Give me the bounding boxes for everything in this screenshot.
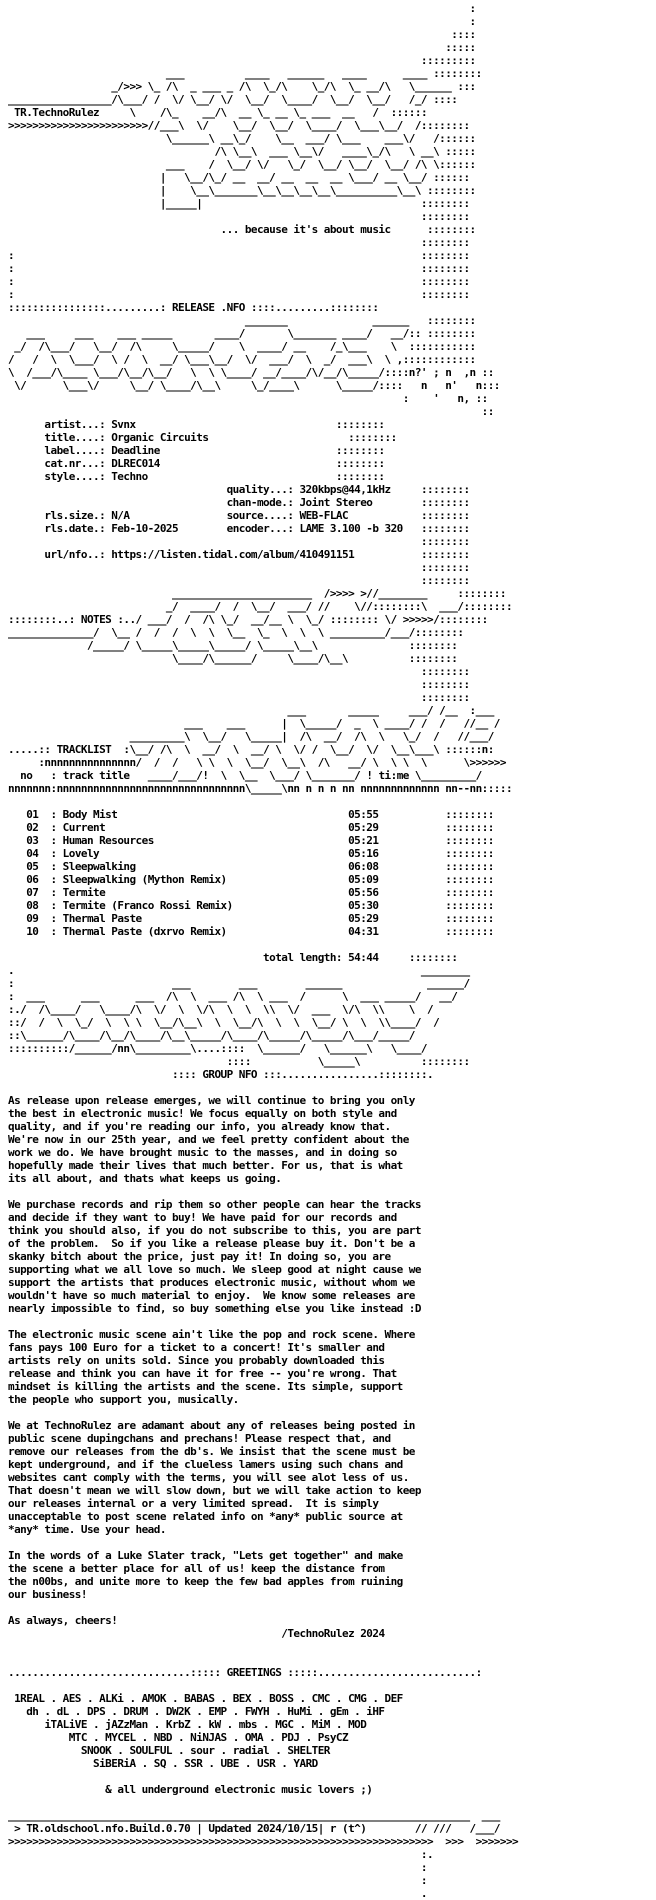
release-chanmode: Joint Stereo [299,496,373,509]
track-no: 10 [26,925,39,938]
release-artist: Svnx [111,418,136,431]
footer-updated: Updated 2024/10/15 [208,1822,318,1835]
release-date: Feb-10-2025 [111,522,179,535]
greetings-closing: & all underground electronic music lovers ;) [105,1783,373,1796]
release-style: Techno [111,470,148,483]
track-title: Human Resources [62,834,154,847]
group-nfo-paragraph: We purchase records and rip them so other people can hear the tracks and decide if they want to buy! We have paid for our records and think you should also, if you do not subscribe to this, you are part of the problem. So if you like a release please buy it. Don't be a skanky bitch about the price, just pay it! In doing so, you are supporting what we all love so much. We sleep good at night cause we support the artists that produces electronic music, without whom we wouldn't have so much material to enjoy. We know some releases are nearly impossible to find, so buy something else you like instead :D [8,1198,421,1315]
track-time: 05:30 [348,899,379,912]
slogan: ... because it's about music [220,223,391,236]
track-title: Termite (Franco Rossi Remix) [62,899,233,912]
track-time: 06:08 [348,860,379,873]
release-title: Organic Circuits [111,431,209,444]
track-time: 05:29 [348,821,379,834]
track-no: 04 [26,847,39,860]
track-title: Termite [62,886,106,899]
release-url: https://listen.tidal.com/album/410491151 [111,548,355,561]
track-no: 03 [26,834,39,847]
tracklist-section-title: TRACKLIST [56,743,112,756]
release-size: N/A [111,509,130,522]
tracklist-total: 54:44 [348,951,379,964]
nfo-art: : : :::: ::::: ::::::::: ___ ____ ______ ____ ____ :::::::: _/>>> \_ /\ _ ___ _ /\ \_/\ \_/\ \_ __/\ \______ ::: _________________/\___/ / \/ \__/ \/ \__/ \____/ \__/ \__/ /_/ :::: TR.TechnoRulez \ /\_ __/\ __ \_ __ \_ ___ __ / :::::: >>>>>>>>>>>>>>>>>>>>>>>//___\ \/ \__/ \__/ \____/ \___\__/ /:::::::: \______\ __\_/ \__ ___/ \___ ___\/ /:::::: /\ \__\ ___ \__\/ ____\_/\ \ __\ ::::: ___ / \__/ \/ \_/ \__/ \__/ \__/ /\ \:::::: | \__/\_/ __ __/ __ __ __ \___/ __ \__/ :::::: | \__\_______\__\__\__\__\__________\__\ :::::::: |_____| :::::::: :::::::: ... because it's about music :::::::: :::::::: : :::::::: : :::::::: : :::::::: : :::::::: ::::::::::::::::.........: RELEASE .NFO ::::.........:::::::: _______ ______ :::::::: ___ ___ ___ _____ ____/ \_______ ____/ __/:: :::::::: _/ /\___/ \__/ /\ \_____/ \ ____/ __ /_\___ \ ::::::::::: / / \ \___/ \ / \ __/ \___\__/ \/ ___/ \ _/ ___\ \ ,:::::::::::: \ /___/\____ \___/\__/\__/ \ \ \____/ __/____/\/__/\_____/::::n?' ; n ,n :: \/ \___\/ \__/ \____/\__\ \_/____\ \_____/:::: n n' n::: : ' n, :: :: artist...: Svnx :::::::: title....: Organic Circuits :::::::: label....: Deadline :::::::: cat.nr...: DLREC014 :::::::: style....: Techno :::::::: quality...: 320kbps@44,1kHz :::::::: chan-mode.: Joint Stereo :::::::: rls.size.: N/A source....: WEB-FLAC :::::::: rls.date.: Feb-10-2025 encoder...: LAME 3.100 -b 320 :::::::: :::::::: url/nfo..: https://listen.tidal.com/album/410491151 :::::::: :::::::: :::::::: _______________________ />>>> >//________ :::::::: _/ ____/ / \__/ ___/ // \//::::::::\ ___/:::::::: ::::::::..: NOTES :../ ___/ / /\ \_/ __/__ \ \_/ :::::::: \/ >>>>>/:::::::: ______________/ \__ / / / \ \ \__ \_ \ \ \ _________/___/:::::::: /_____/ \_____\_____\_____/ \_____\__\ :::::::: \____/\______/ \____/\__\ :::::::: :::::::: :::::::: :::::::: ___ _____ ___/ /__ :___ ___ ___ | \_____/ _ \ ____/ / / //__ / _________\ \__/ \_____| /\ __/ /\ \ \_/ / //___/ .....:: TRACKLIST :\__/ /\ \ __/ \ __/ \ \/ / \__/ \/ \__\___\ ::::::n: :nnnnnnnnnnnnnnn/ / / \ \ \ \__/ \__\ /\ __/ \ \ \ \ \>>>>>> no : track title ____/___/! \ \__ \___/ \_______/ ! ti:me \_________/ nnnnnnn:nnnnnnnnnnnnnnnnnnnnnnnnnnnnnnn\_____\nn n n n nn nnnnnnnnnnnnn nn--nn::::: 01 : Body Mist 05:55 :::::::: 02 : Current 05:29 :::::::: 03 : Human Resources 05:21 :::::::: 04 : Lovely 05:16 :::::::: 05 : Sleepwalking 06:08 :::::::: 06 : Sleepwalking (Mython Remix) 05:09 :::::::: 07 : Termite 05:56 :::::::: 08 : Termite (Franco Rossi Remix) 05:30 :::::::: 09 : Thermal Paste 05:29 :::::::: 10 : Thermal Paste (dxrvo Remix) 04:31 :::::::: total length: 54:44 :::::::: . ________ : ___ ___ ______ ______/ : ___ ___ ___ /\ \ ___ /\ \ ___ / \ ___ _____/ __/ :./ /\____/ \____/\ \/ \ \/\ \ \ \\ \/ ___ \/\ \\ \ / ::/ / \ \_/ \ \ \ \__/\__\ \ \__/\ \ \ \__/ \ \ \\____/ / ::\______/\____/\__/\____/\__\_____/\____/\_____/\_____/\___/_____/ ::::::::::/______/nn\_________\....:::: \______/ \______\ \____/ :::: \_____\ :::::::: :::: GROUP NFO :::................::::::::. As release upon release emerges, we will continue to bring you only the best in electronic music! We focus equally on both style and quality, and if you're reading our info, you already know that. We're now in our 25th year, and we feel pretty confident about the work we do. We have brought music to the masses, and in doing so hopefully made their lives that much better. For us, that is what its all about, and thats what keeps us going. We purchase records and rip them so other people can hear the tracks and decide if they want to buy! We have paid for our records and think you should also, if you do not subscribe to this, you are part of the problem. So if you like a release please buy it. Don't be a skanky bitch about the price, just pay it! In doing so, you are supporting what we all love so much. We sleep good at night cause we support the artists that produces electronic music, without whom we wouldn't have so much material to enjoy. We know some releases are nearly impossible to find, so buy something else you like instead :D The electronic music scene ain't like the pop and rock scene. Where fans pays 100 Euro for a ticket to a concert! It's smaller and artists rely on units sold. Since you probably downloaded this release and think you can have it for free -- you're wrong. That mindset is killing the artists and the scene. Its simple, support the people who support you, musically. We at TechnoRulez are adamant about any of releases being posted in public scene dupingchans and prechans! Please respect that, and remove our releases from the db's. We insist that the scene must be kept underground, and if the clueless lamers using such chans and websites cant comply with the terms, you will see alot less of us. That doesn't mean we will slow down, but we will take action to keep our releases internal or a very limited spread. It is simply unacceptable to post scene related info on *any* public source at *any* time. Use your head. In the words of a Luke Slater track, "Lets get together" and make the scene a better place for all of us! keep the distance from the n00bs, and unite more to keep the few bad apples from ruining our business! As always, cheers! /TechnoRulez 2024 ..............................::::: GREETINGS :::::..........................: 1REAL . AES . ALKi . AMOK . BABAS . BEX . BOSS . CMC . CMG . DEF dh . dL . DPS . DRUM . DW2K . EMP . FWYH . HuMi . gEm . iHF iTALiVE . jAZzMan . KrbZ . kW . mbs . MGC . MiM . MOD MTC . MYCEL . NBD . NiNJAS . OMA . PDJ . PsyCZ SNOOK . SOULFUL . sour . radial . SHELTER SiBERiA . SQ . SSR . UBE . USR . YARD & all underground electronic music lovers ;) ____________________________________________________________________________ ___ > TR.oldschool.nfo.Build.0.70 | Updated 2024/10/15| r (t^) // /// /___/ >>>>>>>>>>>>>>>>>>>>>>>>>>>>>>>>>>>>>>>>>>>>>>>>>>>>>>>>>>>>>>>>>>>>>> >>> >>>>>>> :. : : . [8,2,519,1900]
track-title: Thermal Paste [62,912,142,925]
tracklist-header-time: ti:me [378,769,409,782]
track-no: 02 [26,821,39,834]
group-nfo-paragraph: As release upon release emerges, we will continue to bring you only the best in electronic music! We focus equally on both style and quality, and if you're reading our info, you already know that. We're now in our 25th year, and we feel pretty confident about the work we do. We have brought music to the masses, and in doing so hopefully made their lives that much better. For us, that is what its all about, and thats what keeps us going. [8,1094,415,1185]
track-title: Sleepwalking (Mython Remix) [62,873,227,886]
group-nfo-section-title: GROUP NFO [202,1068,257,1081]
track-title: Thermal Paste (dxrvo Remix) [62,925,227,938]
greetings-line: SiBERiA . SQ . SSR . UBE . USR . YARD [93,1757,318,1770]
track-title: Sleepwalking [62,860,136,873]
release-source: WEB-FLAC [299,509,349,522]
release-section-title: RELEASE .NFO [171,301,245,314]
group-tag: TR.TechnoRulez [14,106,100,119]
track-time: 05:55 [348,808,379,821]
notes-section-title: NOTES [80,613,112,626]
track-time: 05:56 [348,886,379,899]
group-nfo-closing: As always, cheers! [8,1614,118,1627]
release-catnr: DLREC014 [111,457,160,470]
track-title: Current [62,821,106,834]
greetings-line: MTC . MYCEL . NBD . NiNJAS . OMA . PDJ . PsyCZ [68,1731,349,1744]
track-title: Body Mist [62,808,118,821]
group-nfo-paragraph: In the words of a Luke Slater track, "Lets get together" and make the scene a better place for all of us! keep the distance from the n00bs, and unite more to keep the few bad apples from ruining our business! [8,1549,403,1601]
greetings-line: dh . dL . DPS . DRUM . DW2K . EMP . FWYH . HuMi . gEm . iHF [26,1705,385,1718]
track-no: 05 [26,860,39,873]
footer-build: TR.oldschool.nfo.Build.0.70 [26,1822,191,1835]
greetings-section-title: GREETINGS [226,1666,282,1679]
track-time: 04:31 [348,925,379,938]
release-quality: 320kbps@44,1kHz [299,483,391,496]
release-label: Deadline [111,444,160,457]
group-nfo-signature: /TechnoRulez 2024 [281,1627,385,1640]
footer-tag: r (t^) [329,1822,367,1835]
group-nfo-paragraph: The electronic music scene ain't like the pop and rock scene. Where fans pays 100 Euro for a ticket to a concert! It's smaller and artists rely on units sold. Since you probably downloaded this release and think you can have it for free -- you're wrong. That mindset is killing the artists and the scene. Its simple, support the people who support you, musically. [8,1328,415,1406]
track-no: 07 [26,886,39,899]
greetings-line: iTALiVE . jAZzMan . KrbZ . kW . mbs . MGC . MiM . MOD [44,1718,367,1731]
greetings-line: SNOOK . SOULFUL . sour . radial . SHELTER [80,1744,330,1757]
track-time: 05:09 [348,873,379,886]
group-nfo-paragraph: We at TechnoRulez are adamant about any of releases being posted in public scene dupingchans and prechans! Please respect that, and remove our releases from the db's. We insist that the scene must be kept underground, and if the clueless lamers using such chans and websites cant comply with the terms, you will see alot less of us. That doesn't mean we will slow down, but we will take action to keep our releases internal or a very limited spread. It is simply unacceptable to post scene related info on *any* public source at *any* time. Use your head. [8,1419,421,1536]
track-no: 01 [26,808,39,821]
track-time: 05:16 [348,847,379,860]
release-encoder: LAME 3.100 -b 320 [299,522,403,535]
tracklist-header-title: track title [62,769,130,782]
track-time: 05:21 [348,834,379,847]
track-no: 06 [26,873,39,886]
tracklist-header-no: no [20,769,33,782]
track-time: 05:29 [348,912,379,925]
greetings-line: 1REAL . AES . ALKi . AMOK . BABAS . BEX . BOSS . CMC . CMG . DEF [14,1692,403,1705]
track-no: 08 [26,899,39,912]
track-title: Lovely [62,847,100,860]
track-no: 09 [26,912,39,925]
